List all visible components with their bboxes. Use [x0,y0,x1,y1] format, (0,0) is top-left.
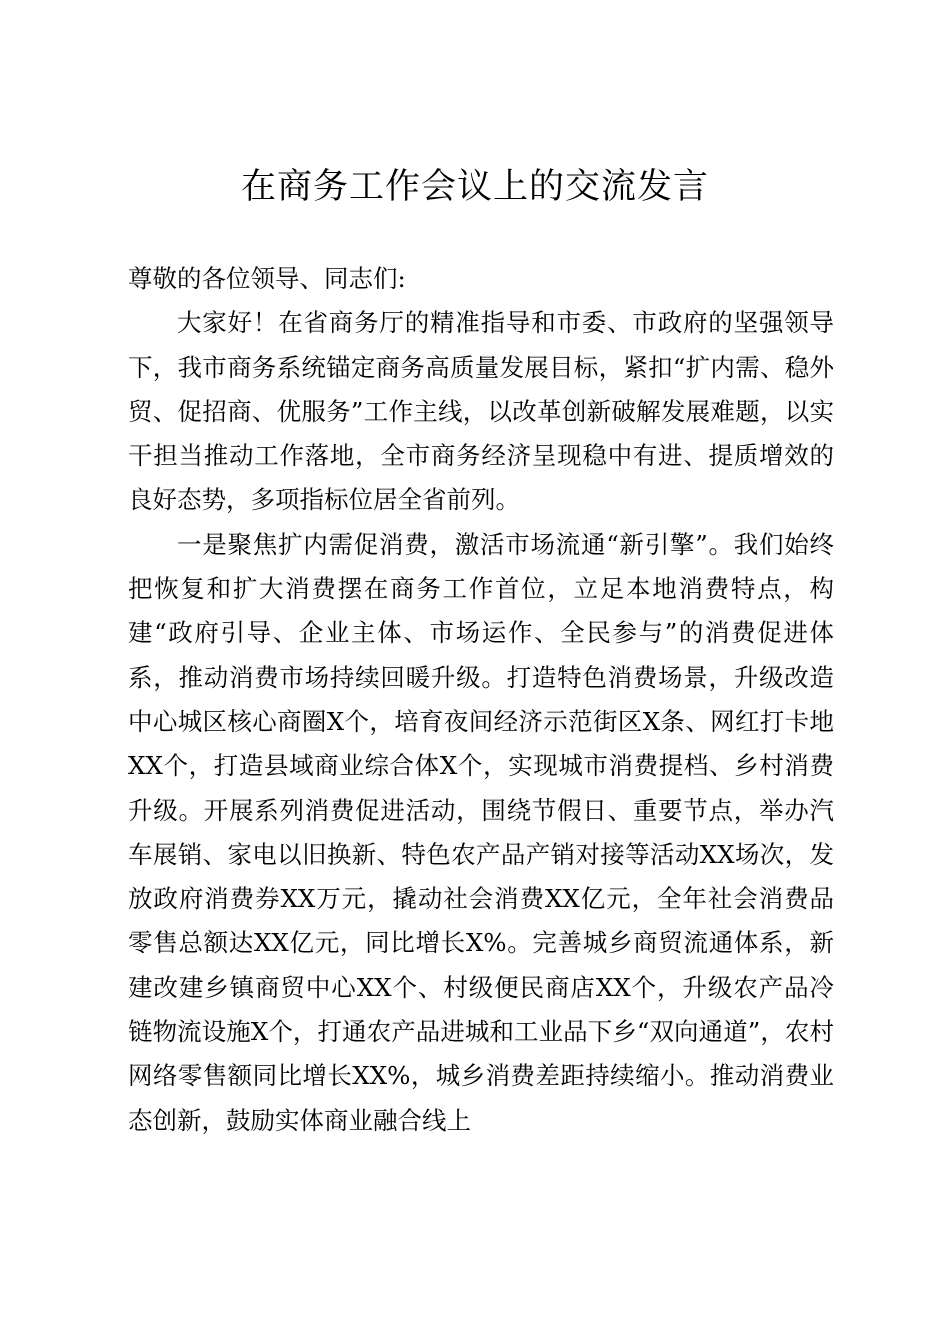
paragraph-greeting: 大家好！在省商务厅的精准指导和市委、市政府的坚强领导下，我市商务系统锚定商务高质量发展目标，紧扣“扩内需、稳外贸、促招商、优服务”工作主线，以改革创新破解发展难题，以实干担当推动工作落地，全市商务经济呈现稳中有进、提质增效的良好态势，多项指标位居全省前列。 [128,308,834,515]
document-body [128,257,834,1143]
paragraph-consumption: 一是聚焦扩内需促消费，激活市场流通“新引擎”。我们始终把恢复和扩大消费摆在商务工作首位，立足本地消费特点，构建“政府引导、企业主体、市场运作、全民参与”的消费促进体系，推动消费市场持续回暖升级。打造特色消费场景，升级改造中心城区核心商圈X个，培育夜间经济示范街区X条、网红打卡地XX个，打造县域商业综合体X个，实现城市消费提档、乡村消费升级。开展系列消费促进活动，围绕节假日、重要节点，举办汽车展销、家电以旧换新、特色农产品产销对接等活动XX场次，发放政府消费券XX万元，撬动社会消费XX亿元，全年社会消费品零售总额达XX亿元，同比增长X%。完善城乡商贸流通体系，新建改建乡镇商贸中心XX个、村级便民商店XX个，升级农产品冷链物流设施X个，打通农产品进城和工业品下乡“双向通道”，农村网络零售额同比增长XX%，城乡消费差距持续缩小。推动消费业态创新，鼓励实体商业融合线上 [128,529,834,1135]
salutation: 尊敬的各位领导、同志们: [128,264,406,293]
document-title: 在商务工作会议上的交流发言 [240,167,709,207]
